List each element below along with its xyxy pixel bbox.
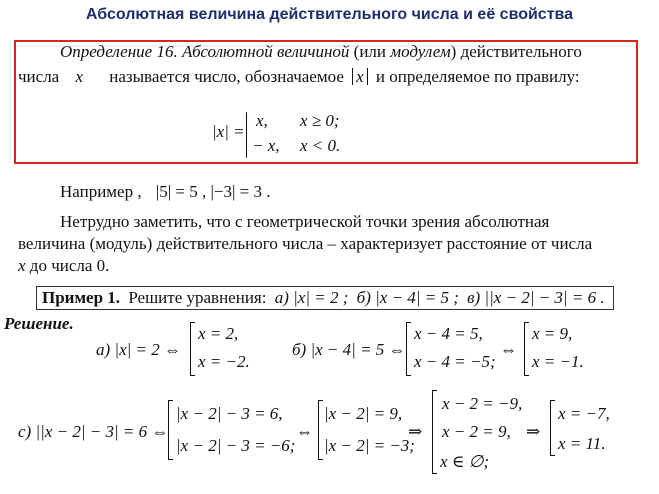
paragraph-text: до числа 0. <box>29 256 110 275</box>
example-1-label: Пример 1. <box>42 288 121 307</box>
solution-a-case-1: x = 2, <box>198 324 239 343</box>
definition-case-2: − x, <box>252 136 280 155</box>
page-title: Абсолютная величина действительного числа и её свойства <box>85 6 574 23</box>
solution-b-result-bracket-top <box>524 322 529 323</box>
solution-a-lhs: а) |x| = 2 ⇔ <box>96 340 182 359</box>
solution-a-case-2: x = −2. <box>198 352 250 371</box>
solution-c-case-empty: x ∈ ∅; <box>440 452 490 471</box>
solution-c-bracket-3-top <box>432 390 437 391</box>
definition-case-1: x, <box>256 111 268 130</box>
solution-a-bracket <box>190 322 191 376</box>
solution-b-result-1: x = 9, <box>532 324 573 343</box>
paragraph-line-2: величина (модуль) действительного числа – характеризует расстояние от числа <box>18 234 593 253</box>
solution-b-result-bracket-bottom <box>524 375 529 376</box>
solution-b-case-2: x − 4 = −5; <box>414 352 496 371</box>
solution-c-step-2: |x − 2| = −3; <box>324 436 415 455</box>
definition-text-2: ) действительного <box>450 42 582 61</box>
solution-a-bracket-top <box>190 322 195 323</box>
definition-brace <box>246 112 247 158</box>
example-line <box>60 182 271 202</box>
solution-a-bracket-bottom <box>190 375 195 376</box>
solution-c-bracket-top <box>168 400 173 401</box>
solution-c-bracket-2-bottom <box>318 459 323 460</box>
solution-c-step-1: |x − 2| = 9, <box>324 404 403 423</box>
example-1-line <box>42 288 605 308</box>
definition-line-1 <box>60 42 582 62</box>
solution-c-bracket-3 <box>432 390 433 474</box>
definition-term: Абсолютной величиной <box>181 42 350 61</box>
solution-b-result-bracket <box>524 322 525 376</box>
definition-case-2-condition: x < 0. <box>300 136 341 155</box>
solution-c-arrow-2: ⇒ <box>408 422 423 441</box>
solution-c-case-2: |x − 2| − 3 = −6; <box>176 436 296 455</box>
example-1-task: Решите уравнения: <box>128 288 267 307</box>
definition-formula-lhs: |x| = <box>212 122 245 141</box>
paragraph-line-1: Нетрудно заметить, что с геометрической точки зрения абсолютная <box>60 212 550 231</box>
solution-b-bracket <box>406 322 407 376</box>
solution-b-case-1: x − 4 = 5, <box>414 324 483 343</box>
example-1-b: б) |x − 4| = 5 ; <box>356 288 459 307</box>
solution-c-bracket-3-bottom <box>432 473 437 474</box>
solution-c-bracket <box>168 400 169 460</box>
solution-c-arrow-3: ⇒ <box>526 422 541 441</box>
example-1-v: в) ||x − 2| − 3| = 6 . <box>467 288 605 307</box>
solution-c-bracket-bottom <box>168 459 173 460</box>
definition-text-3: числа <box>18 67 60 86</box>
definition-term-2: модулем <box>390 42 451 61</box>
example-1-a: а) |x| = 2 ; <box>274 288 349 307</box>
definition-label: Определение 16. <box>60 42 178 61</box>
solution-c-lhs: с) ||x − 2| − 3| = 6 ⇔ <box>18 422 169 441</box>
definition-line-2 <box>18 67 580 87</box>
solution-c-case-1: |x − 2| − 3 = 6, <box>176 404 283 423</box>
solution-c-bracket-4-top <box>550 400 555 401</box>
definition-variable: x <box>75 67 84 86</box>
solution-b-result-2: x = −1. <box>532 352 584 371</box>
solution-c-case-a: x − 2 = −9, <box>442 394 523 413</box>
solution-b-lhs: б) |x − 4| = 5 ⇔ <box>292 340 406 359</box>
definition-text-5: и определяемое по правилу: <box>375 67 580 86</box>
solution-c-bracket-4-bottom <box>550 455 555 456</box>
solution-b-bracket-top <box>406 322 411 323</box>
solution-b-bracket-bottom <box>406 375 411 376</box>
definition-text-4: называется число, обозначаемое <box>109 67 344 86</box>
definition-abs-x: x <box>352 68 368 85</box>
solution-c-bracket-2 <box>318 400 319 460</box>
solution-c-bracket-4 <box>550 400 551 456</box>
solution-c-result-2: x = 11. <box>558 434 606 453</box>
definition-text: (или <box>353 42 387 61</box>
definition-case-1-condition: x ≥ 0; <box>300 111 340 130</box>
solution-label: Решение. <box>4 314 74 333</box>
paragraph-variable: x <box>18 256 26 275</box>
solution-b-arrow: ⇔ <box>500 340 517 359</box>
example-expression: |5| = 5 , |−3| = 3 . <box>155 182 271 201</box>
paragraph-line-3 <box>18 256 109 276</box>
solution-c-result-1: x = −7, <box>558 404 610 423</box>
example-lead: Например , <box>60 182 142 201</box>
solution-c-arrow-1: ⇔ <box>296 422 313 441</box>
solution-c-case-b: x − 2 = 9, <box>442 422 511 441</box>
solution-c-bracket-2-top <box>318 400 323 401</box>
